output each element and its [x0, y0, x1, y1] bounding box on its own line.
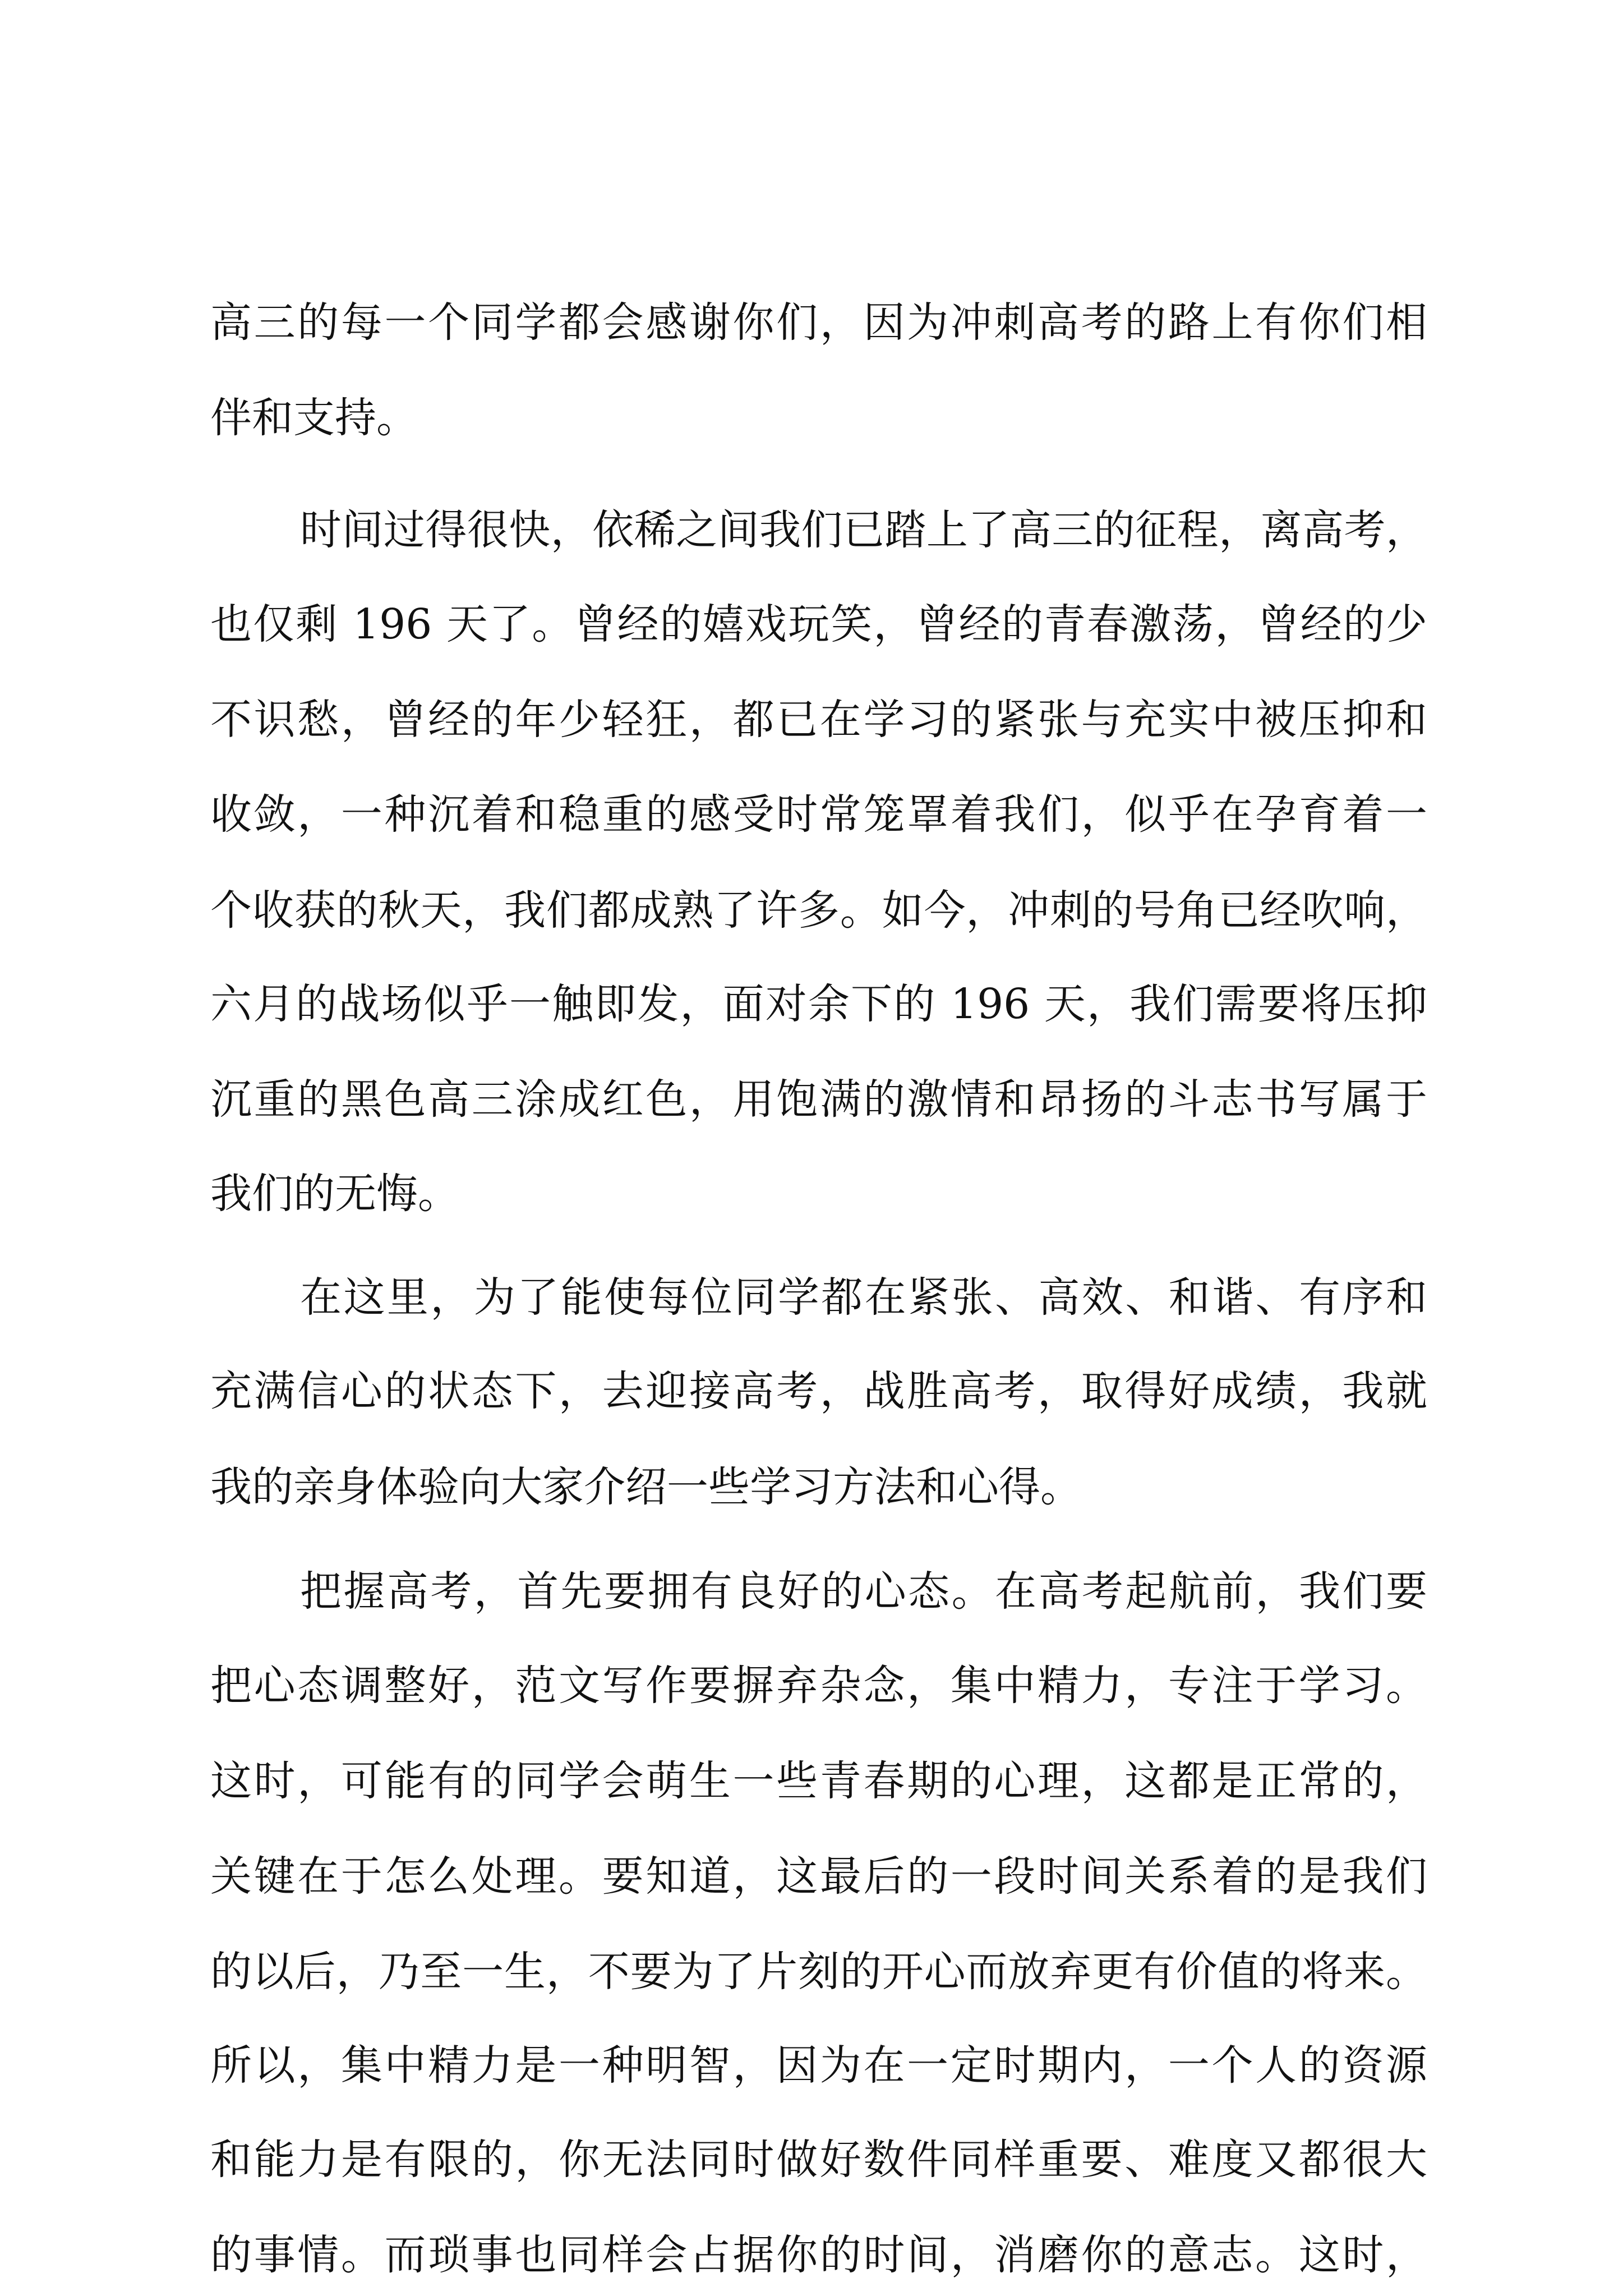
text-line: 六月的战场似乎一触即发，面对余下的 196 天，我们需要将压抑	[210, 980, 1427, 1028]
paragraph-first-line: 把握高考，首先要拥有良好的心态。在高考起航前，我们要	[300, 1567, 1427, 1616]
text-line: 充满信心的状态下，去迎接高考，战胜高考，取得好成绩，我就	[210, 1367, 1427, 1415]
text-line: 不识愁，曾经的年少轻狂，都已在学习的紧张与充实中被压抑和	[210, 696, 1427, 744]
paragraph-first-line: 在这里，为了能使每位同学都在紧张、高效、和谐、有序和	[300, 1273, 1427, 1322]
text-line: 我们的无悔。	[210, 1170, 459, 1218]
text-line: 高三的每一个同学都会感谢你们，因为冲刺高考的路上有你们相	[210, 298, 1427, 347]
text-line: 这时，可能有的同学会萌生一些青春期的心理，这都是正常的，	[210, 1757, 1427, 1805]
text-line: 的以后，乃至一生，不要为了片刻的开心而放弃更有价值的将来。	[210, 1948, 1427, 1996]
text-line: 伴和支持。	[210, 394, 418, 442]
text-line: 沉重的黑色高三涂成红色，用饱满的激情和昂扬的斗志书写属于	[210, 1075, 1427, 1124]
text-line: 收敛，一种沉着和稳重的感受时常笼罩着我们，似乎在孕育着一	[210, 790, 1427, 839]
text-line: 的事情。而琐事也同样会占据你的时间，消磨你的意志。这时，	[210, 2231, 1427, 2279]
text-line: 关键在于怎么处理。要知道，这最后的一段时间关系着的是我们	[210, 1852, 1427, 1901]
paragraph-first-line: 时间过得很快，依稀之间我们已踏上了高三的征程，离高考，	[300, 506, 1427, 554]
text-line: 所以，集中精力是一种明智，因为在一定时期内，一个人的资源	[210, 2041, 1427, 2090]
text-line: 也仅剩 196 天了。曾经的嬉戏玩笑，曾经的青春激荡，曾经的少	[210, 600, 1427, 648]
text-line: 个收获的秋天，我们都成熟了许多。如今，冲刺的号角已经吹响，	[210, 886, 1427, 935]
text-line: 把心态调整好，范文写作要摒弃杂念，集中精力，专注于学习。	[210, 1662, 1427, 1710]
text-line: 我的亲身体验向大家介绍一些学习方法和心得。	[210, 1463, 1082, 1511]
text-line: 和能力是有限的，你无法同时做好数件同样重要、难度又都很大	[210, 2136, 1427, 2184]
